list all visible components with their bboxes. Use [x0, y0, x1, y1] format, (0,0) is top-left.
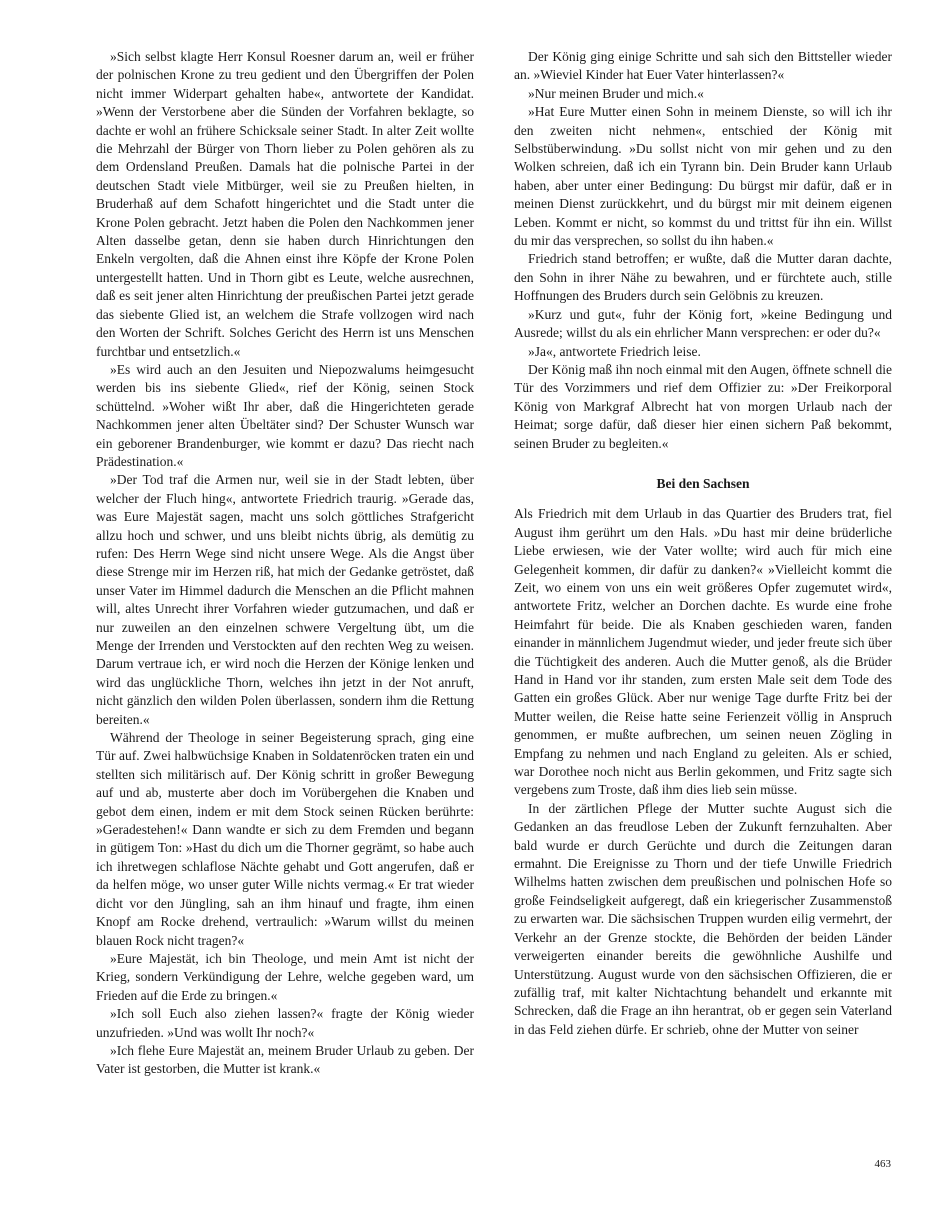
paragraph: Der König maß ihn noch einmal mit den Augen, öffnete schnell die Tür des Vorzimmers und rief dem Offizier zu: »Der Freikorporal König von Markgraf Albrecht hat von morgen Urlaub nach der Heimat; sorge dafür, daß dieser hier einen sichern Paß bekommt, seinen Bruder zu begleiten.« [514, 361, 892, 451]
paragraph: »Ich soll Euch also ziehen lassen?« fragte der König wieder unzufrieden. »Und was wollt Ihr noch?« [96, 1006, 474, 1040]
right-column [514, 48, 892, 1039]
paragraph: Friedrich stand betroffen; er wußte, daß die Mutter daran dachte, den Sohn in ihrer Nähe zu bewahren, und er fürchtete auch, stille Hoffnungen des Bruders durch sein Gelöbnis zu kreuzen. [514, 251, 892, 304]
paragraph: In der zärtlichen Pflege der Mutter suchte August sich die Gedanken an das freudlose Leben der Zukunft fernzuhalten. Aber bald wurde er durch Gerüchte und durch die Zeitungen daran ermahnt. Die Ereignisse zu Thorn und der tiefe Unwille Friedrich Wilhelms hatten zwischen dem preußischen und polnischen Hofe so große Feindseligkeit aufgeregt, daß ein kriegerischer Zusammenstoß zu erwarten war. Die sächsischen Truppen wurden eilig vermehrt, der Verkehr an der Grenze stockte, die Behörden der beiden Länder verweigerten einander bereits die gewöhnliche Aushilfe und Unterstützung. August wurde von den sächsischen Offizieren, die er zufällig traf, mit kalter Nichtachtung behandelt und erkannte mit Schrecken, daß die Frage an ihn herantrat, ob er gegen sein Vaterland in das Feld ziehen dürfe. Er schrieb, ohne der Mutter von seiner [514, 800, 892, 1037]
left-column [96, 48, 474, 1079]
paragraph: Während der Theologe in seiner Begeisterung sprach, ging eine Tür auf. Zwei halbwüchsige Knaben in Soldatenröcken traten ein und stellten sich militärisch auf. Der König schritt in großer Bewegung auf und ab, musterte aber doch im Vorübergehen die Knaben und gebot dem einen, indem er mit dem Stock seinen Rücken berührte: »Geradestehen!« Dann wandte er sich zu dem Fremden und begann in gütigem Ton: »Hast du dich um die Thorner gegrämt, so habe auch ich ihretwegen schlaflose Nächte gehabt und Gott angerufen, daß er da helfen möge, wo unser guter Wille nichts vermag.« Er trat wieder dicht vor den Jüngling, sah an ihm hinauf und fragte, ihm einen Knopf am Rocke drehend, vertraulich: »Warum willst du meinen blauen Rock nicht tragen?« [96, 730, 474, 948]
paragraph: »Der Tod traf die Armen nur, weil sie in der Stadt lebten, über welcher der Fluch hing«, antwortete Friedrich traurig. »Gerade das, was Eure Majestät sagen, macht uns solch göttliches Strafgericht allzu hoch und schwer, und uns bleibt nichts übrig, als demütig zu rufen: Des Herrn Wege sind nicht unsere Wege. Als die Angst über diese Strenge mir im Herzen riß, hat mich der Gedanke getröstet, daß unser Vater im Himmel dadurch die Menschen an die Pflicht mahnen will, altes Unrecht ihrer Vorfahren wieder gutzumachen, und daß er nur zuweilen an den einzelnen schwere Vergeltung übt, um die Menge der Irrenden und Verstockten auf den rechten Weg zu weisen. Darum vertraue ich, er wird noch die Herzen der Könige lenken und wird das unglückliche Thorn, welches ihn jetzt in der Not anruft, nicht gänzlich den wilden Polen überlassen, sondern ihm die Rettung bereiten.« [96, 472, 474, 727]
paragraph: »Eure Majestät, ich bin Theologe, und mein Amt ist nicht der Krieg, sondern Verkündigung der Lehre, welche gegeben ward, um Frieden auf die Erde zu bringen.« [96, 950, 474, 1003]
page-number: 463 [874, 1158, 891, 1170]
paragraph: »Sich selbst klagte Herr Konsul Roesner darum an, weil er früher der polnischen Krone zu treu gedient und den Übergriffen der Polen nicht immer Widerpart gehalten habe«, antwortete der Kandidat. »Wenn der Verstorbene aber die Sünden der Vorfahren beklagte, so dachte er wohl an frühere Schicksale seiner Stadt. In alter Zeit wollte die Mehrzahl der Bürger von Thorn lieber zu Polen gehören als zu dem Ordensland Preußen. Damals hat die polnische Partei in der deutschen Stadt viele Mitbürger, weil sie zu Preußen hielten, in Bruderhaß auf dem Schafott hingerichtet und die Stadt unter die Krone Polen gebracht. Jetzt haben die Polen den Nachkommen jener Alten dasselbe getan, denn sie haben durch Hinrichtungen den Enkeln vergolten, daß die Ahnen einst ihre Köpfe der Krone Polen untergestellt hatten. Und in Thorn gibt es Leute, welche ausrechnen, daß es seit jener alten Hinrichtung der preußischen Partei jetzt gerade das siebente Glied ist, an welchem die Strafe vollzogen wird nach den Worten der Schrift. Solches Gericht des Herrn ist uns Menschen furchtbar und entsetzlich.« [96, 49, 474, 359]
paragraph: »Nur meinen Bruder und mich.« [528, 85, 704, 101]
paragraph: »Ich flehe Eure Majestät an, meinem Bruder Urlaub zu geben. Der Vater ist gestorben, die Mutter ist krank.« [96, 1042, 474, 1077]
paragraph: »Kurz und gut«, fuhr der König fort, »keine Bedingung und Ausrede; willst du als ein ehrlicher Mann versprechen: er oder du?« [514, 306, 892, 341]
paragraph: »Ja«, antwortete Friedrich leise. [528, 343, 701, 359]
paragraph: Als Friedrich mit dem Urlaub in das Quartier des Bruders trat, fiel August ihm gerührt um den Hals. »Du hast mir deine brüderliche Liebe erwiesen, wie der Vater wollte; wird auch für mich eine Gelegenheit kommen, dir dafür zu danken?« »Vielleicht kommt die Zeit, wo einem von uns ein weit größeres Opfer zugemutet wird«, antwortete Fritz, welcher an Dorchen dachte. Es wurde eine frohe Heimfahrt für beide. Die als Knaben geschieden waren, fanden einander in männlichem Jugendmut wieder, und jeder freute sich über die Tüchtigkeit des anderen. Auch die Mutter genoß, als die Brüder Hand in Hand vor ihr standen, zum ersten Male seit dem Tode des Gatten ein großes Glück. Aber nur wenige Tage durfte Fritz bei der Mutter weilen, die Reise hatte seine Ferienzeit völlig in Anspruch genommen, er mußte aufbrechen, um seinen neuen Zögling in Empfang zu nehmen und nach England zu geleiten. Als er schied, war Dorothee noch nicht aus Berlin gekommen, und Fritz sagte sich vergebens zum Troste, daß ihm dies lieb sein müsse. [514, 506, 892, 798]
paragraph: Der König ging einige Schritte und sah sich den Bittsteller wieder an. »Wieviel Kinder hat Euer Vater hinterlassen?« [514, 49, 892, 83]
paragraph: »Es wird auch an den Jesuiten und Niepozwalums heimgesucht werden bis ins siebente Glied«, rief der König, seinen Stock schüttelnd. »Woher wißt Ihr aber, daß die Hingerichteten gerade Nachkommen jener alten Übeltäter sind? Der Schuster Wunsch war ein geborener Brandenburger, wie kommt er dazu? Das riecht nach Prädestination.« [96, 361, 474, 469]
section-heading: Bei den Sachsen [656, 475, 750, 491]
paragraph: »Hat Eure Mutter einen Sohn in meinem Dienste, so will ich ihr den zweiten nicht nehmen«, entschied der König mit Selbstüberwindung. »Du sollst nicht von mir gehen und zu den Wolken schreien, daß ich ein Tyrann bin. Dein Bruder kann Urlaub haben, aber unter einer Bedingung: Du bürgst mir dafür, daß er in meinen Dienst zurückkehrt, und du bürgst mir mit deinem eigenen Leben. Kommt er nicht, so kommst du und trittst für ihn ein. Willst du mir das versprechen, so sollst du ihn haben.« [514, 104, 892, 249]
